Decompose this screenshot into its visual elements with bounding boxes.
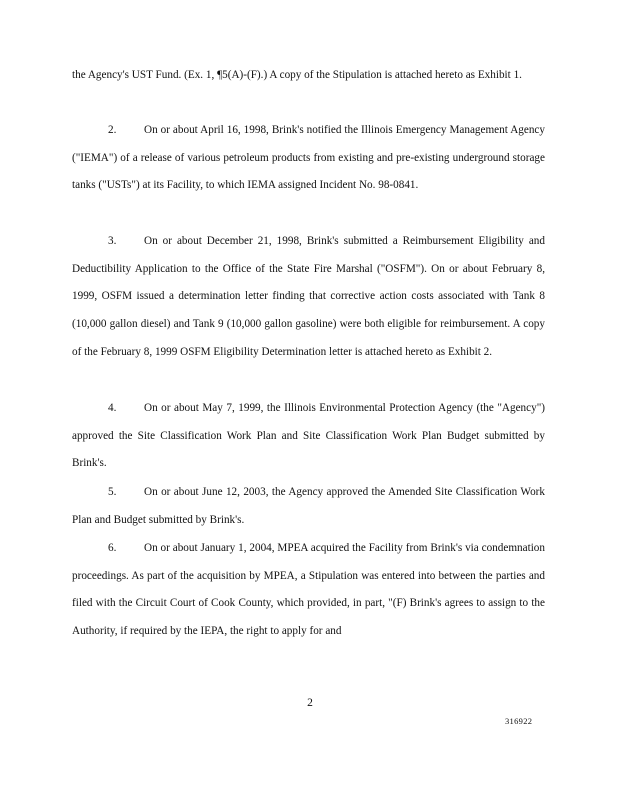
paragraph-text: On or about January 1, 2004, MPEA acquired the Facility from Brink's via condemnation proceedings. As part of the acquisition by MPEA, a Stipulation was entered into between the parties and filed with the Circuit Court of Cook County, which provided, in part, "(F) Brink's agrees to assign to the Authority, if required by the IEPA, the right to apply for and — [72, 542, 545, 638]
paragraph-number: 6. — [108, 542, 117, 554]
paragraph-5 — [72, 479, 545, 534]
paragraph-1-continuation — [72, 62, 545, 90]
paragraph-4 — [72, 395, 545, 478]
paragraph-6 — [72, 535, 545, 646]
paragraph-2 — [72, 117, 545, 200]
paragraph-3 — [72, 228, 545, 367]
paragraph-text: On or about June 12, 2003, the Agency approved the Amended Site Classification Work Plan and Budget submitted by Brink's. — [72, 486, 545, 526]
document-id: 316922 — [505, 716, 533, 726]
paragraph-text: On or about May 7, 1999, the Illinois Environmental Protection Agency (the "Agency") approved the Site Classification Work Plan and Site Classification Work Plan Budget submitted by Brink's. — [72, 402, 545, 470]
paragraph-number: 2. — [108, 124, 117, 136]
page-number: 2 — [307, 697, 313, 709]
paragraph-text: the Agency's UST Fund. (Ex. 1, ¶5(A)-(F).) A copy of the Stipulation is attached hereto as Exhibit 1. — [72, 69, 522, 81]
paragraph-text: On or about April 16, 1998, Brink's notified the Illinois Emergency Management Agency ("IEMA") of a release of various petroleum products from existing and pre-existing underground storage tanks ("USTs") at its Facility, to which IEMA assigned Incident No. 98-0841. — [72, 124, 545, 192]
paragraph-number: 5. — [108, 486, 117, 498]
paragraph-text: On or about December 21, 1998, Brink's submitted a Reimbursement Eligibility and Deductibility Application to the Office of the State Fire Marshal ("OSFM"). On or about February 8, 1999, OSFM issued a determination letter finding that corrective action costs associated with Tank 8 (10,000 gallon diesel) and Tank 9 (10,000 gallon gasoline) were both eligible for reimbursement. A copy of the February 8, 1999 OSFM Eligibility Determination letter is attached hereto as Exhibit 2. — [72, 235, 545, 358]
paragraph-number: 4. — [108, 402, 117, 414]
paragraph-number: 3. — [108, 235, 117, 247]
